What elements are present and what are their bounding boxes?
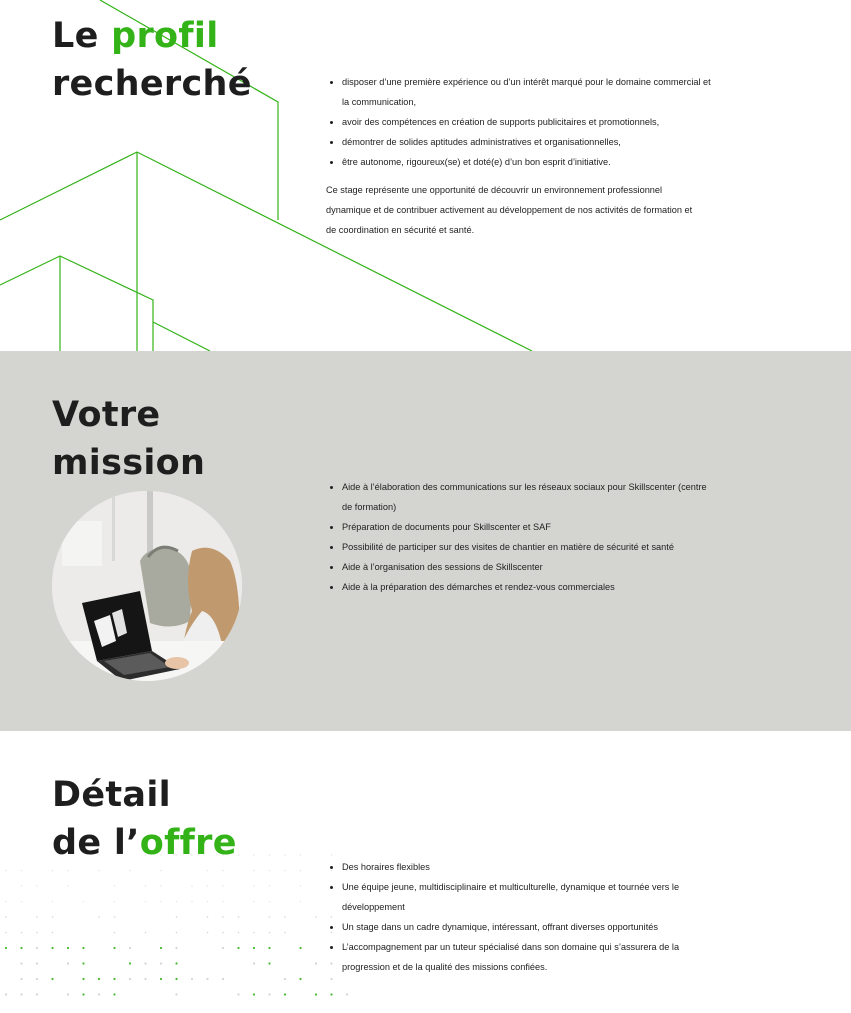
decorative-dot [129,978,131,980]
photo-illustration [52,491,242,681]
profile-requirements-list [326,72,712,172]
decorative-dot [284,854,286,856]
decorative-dot [300,885,302,887]
decorative-dot [36,947,38,949]
decorative-dot [269,870,271,872]
decorative-dot [20,947,22,949]
offer-title-prefix: de l’ [52,823,140,863]
decorative-dot [5,947,7,949]
decorative-dot [5,993,7,995]
decorative-dot [21,885,23,887]
decorative-dot [269,932,271,934]
decorative-dot [20,993,22,995]
decorative-dot [207,932,209,934]
decorative-dot [237,947,239,949]
list-item: • avoir des compétences en création de supports publicitaires et promotionnels, [342,112,712,132]
decorative-dot [51,947,53,949]
decorative-dot [207,916,209,918]
decorative-dot [51,978,53,980]
decorative-dot [253,870,255,872]
decorative-dot [315,993,317,995]
decorative-dot [113,993,115,995]
decorative-dot [82,993,84,995]
decorative-dot [36,916,38,918]
decorative-dot [253,854,255,856]
decorative-dot [145,885,147,887]
decorative-dot [98,916,100,918]
decorative-dot [206,978,208,980]
decorative-dot [268,947,270,949]
decorative-dot [160,901,162,903]
decorative-dot [175,993,177,995]
list-item: • Préparation de documents pour Skillscenter et SAF [342,517,714,537]
decorative-dot [52,870,54,872]
decorative-dot [114,932,116,934]
decorative-dot [222,885,224,887]
list-item: • Une équipe jeune, multidisciplinaire et multiculturelle, dynamique et tournée vers le développement [342,877,714,917]
decorative-dot [20,978,22,980]
decorative-dot [253,932,255,934]
decorative-dot [176,901,178,903]
person-with-laptop-photo [52,491,242,681]
decorative-dot [346,993,348,995]
decorative-dot [21,870,23,872]
decorative-dot [315,916,317,918]
decorative-dot [330,993,332,995]
decorative-dot [175,978,177,980]
decorative-dot [253,901,255,903]
decorative-dot [67,993,69,995]
decorative-dot [5,901,7,903]
offer-benefits-list [326,857,714,977]
list-item: • Aide à l’organisation des sessions de Skillscenter [342,557,714,577]
decorative-dot [330,978,332,980]
offer-title-accent: offre [139,823,237,863]
list-item: • être autonome, rigoureux(se) et doté(e) d’un bon esprit d’initiative. [342,152,712,172]
dot-pattern-decoration [0,851,360,1013]
decorative-dot [67,885,69,887]
profile-title-line2: recherché [52,64,252,104]
decorative-dot [284,870,286,872]
decorative-dot [284,993,286,995]
mission-title-line2: mission [52,443,206,483]
profile-title [52,12,252,108]
decorative-dot [113,947,115,949]
list-item: • L’accompagnement par un tuteur spécialisé dans son domaine qui s’assurera de la progression et de la qualité des missions confiées. [342,937,714,977]
decorative-dot [222,916,224,918]
decorative-dot [82,978,84,980]
decorative-dot [175,947,177,949]
decorative-dot [222,947,224,949]
decorative-dot [98,870,100,872]
decorative-dot [5,932,7,934]
mission-title [52,391,205,487]
decorative-dot [144,978,146,980]
decorative-dot [98,993,100,995]
decorative-dot [222,901,224,903]
decorative-dot [284,916,286,918]
offer-section [0,731,851,1013]
decorative-dot [253,947,255,949]
decorative-dot [5,916,7,918]
decorative-dot [269,916,271,918]
decorative-dot [52,932,54,934]
decorative-dot [207,901,209,903]
decorative-dot [36,993,38,995]
decorative-dot [175,962,177,964]
decorative-dot [98,978,100,980]
decorative-dot [36,962,38,964]
decorative-dot [21,932,23,934]
mission-section [0,351,851,731]
decorative-dot [67,947,69,949]
decorative-dot [36,932,38,934]
list-item: • Un stage dans un cadre dynamique, intéressant, offrant diverses opportunités [342,917,714,937]
decorative-dot [21,901,23,903]
mission-tasks-list [326,477,714,597]
decorative-dot [315,962,317,964]
decorative-dot [145,932,147,934]
decorative-dot [36,978,38,980]
decorative-dot [269,854,271,856]
decorative-dot [129,947,131,949]
mission-title-line1: Votre [52,395,161,435]
decorative-dot [191,901,193,903]
profile-title-accent: profil [111,16,219,56]
list-item: • Possibilité de participer sur des visites de chantier en matière de sécurité et santé [342,537,714,557]
decorative-dot [114,916,116,918]
decorative-dot [83,901,85,903]
list-item: • démontrer de solides aptitudes administratives et organisationnelles, [342,132,712,152]
decorative-dot [160,978,162,980]
decorative-dot [269,885,271,887]
decorative-dot [191,885,193,887]
decorative-dot [20,962,22,964]
decorative-dot [299,978,301,980]
decorative-dot [253,962,255,964]
decorative-dot [114,885,116,887]
offer-title-line1: Détail [52,775,171,815]
decorative-dot [5,870,7,872]
decorative-dot [191,978,193,980]
decorative-dot [237,993,239,995]
decorative-dot [238,854,240,856]
decorative-dot [268,993,270,995]
decorative-dot [299,947,301,949]
decorative-dot [284,978,286,980]
offer-title [52,771,237,867]
decorative-dot [144,962,146,964]
decorative-dot [238,932,240,934]
decorative-dot [160,947,162,949]
decorative-dot [176,932,178,934]
profile-section [0,0,851,351]
decorative-dot [82,962,84,964]
decorative-dot [145,901,147,903]
decorative-dot [176,916,178,918]
decorative-dot [253,885,255,887]
decorative-dot [129,870,131,872]
decorative-dot [222,978,224,980]
list-item: • Aide à la préparation des démarches et rendez-vous commerciales [342,577,714,597]
list-item: • Des horaires flexibles [342,857,714,877]
decorative-dot [67,870,69,872]
decorative-dot [222,932,224,934]
decorative-dot [268,962,270,964]
decorative-dot [160,870,162,872]
decorative-dot [331,854,333,856]
decorative-dot [113,978,115,980]
decorative-dot [114,901,116,903]
decorative-dot [207,885,209,887]
decorative-dot [129,962,131,964]
decorative-dot [300,870,302,872]
decorative-dot [300,854,302,856]
decorative-dot [67,962,69,964]
decorative-dot [52,916,54,918]
decorative-dot [222,870,224,872]
decorative-dot [300,901,302,903]
list-item: • disposer d’une première expérience ou d’un intérêt marqué pour le domaine commercial et la communication, [342,72,712,112]
decorative-dot [36,885,38,887]
profile-title-prefix: Le [52,16,112,56]
decorative-dot [207,870,209,872]
decorative-dot [52,901,54,903]
list-item: • Aide à l’élaboration des communications sur les réseaux sociaux pour Skillscenter (centre de formation) [342,477,714,517]
decorative-dot [269,901,271,903]
decorative-dot [253,993,255,995]
decorative-dot [284,932,286,934]
decorative-dot [82,947,84,949]
decorative-dot [238,916,240,918]
profile-paragraph: Ce stage représente une opportunité de découvrir un environnement professionnel dynamique et de contribuer activement au développement de nos activités de formation et de coordination en sécurité et santé. [326,185,693,235]
decorative-dot [160,962,162,964]
decorative-dot [160,885,162,887]
